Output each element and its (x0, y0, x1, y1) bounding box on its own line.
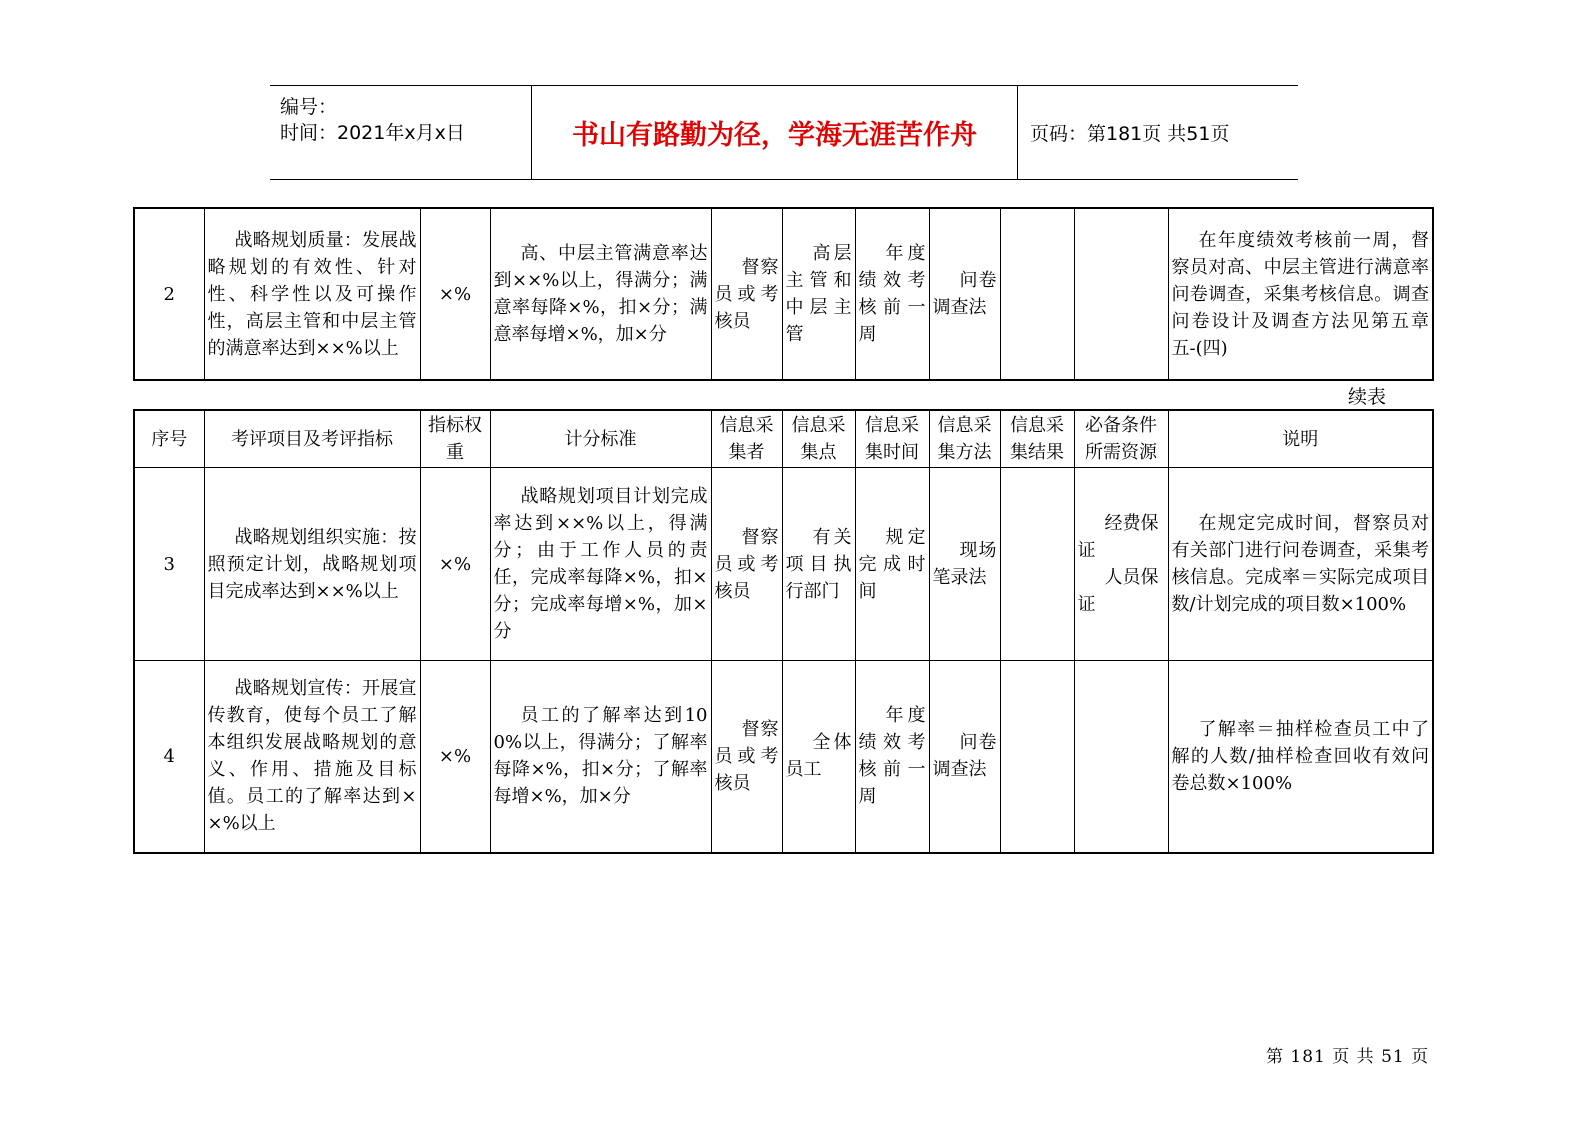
point-cell: 高层主管和中层主管 (782, 208, 855, 380)
header-motto-cell (532, 86, 1018, 179)
note-cell: 在年度绩效考核前一周，督察员对高、中层主管进行满意率问卷调查，采集考核信息。调查问卷设计及调查方法见第五章五-(四) (1168, 208, 1433, 380)
header-cell: 指标权重 (420, 410, 490, 468)
document-number-label: 编号： (280, 96, 338, 118)
seq-cell: 4 (134, 661, 204, 853)
result-cell (1000, 468, 1074, 661)
header-cell: 必备条件所需资源 (1074, 410, 1168, 468)
collector-cell: 督察员或考核员 (711, 208, 782, 380)
note-cell: 了解率＝抽样检查员工中了解的人数/抽样检查回收有效问卷总数×100% (1168, 661, 1433, 853)
page-footer: 第 181 页 共 51 页 (1266, 1047, 1430, 1067)
method-cell: 现场笔录法 (929, 468, 1000, 661)
weight-cell: ×% (420, 208, 490, 380)
item-cell: 战略规划宣传：开展宣传教育，使每个员工了解本组织发展战略规划的意义、作用、措施及目标值。员工的了解率达到××%以上 (204, 661, 420, 853)
point-cell: 全体员工 (782, 661, 855, 853)
resources-cell (1074, 661, 1168, 853)
point-cell: 有关项目执行部门 (782, 468, 855, 661)
seq-cell: 2 (134, 208, 204, 380)
header-meta-cell (270, 86, 532, 179)
weight-cell: ×% (420, 661, 490, 853)
resources-cell (1074, 208, 1168, 380)
document-date: 时间：2021年x月x日 (280, 122, 465, 144)
table-header-row (134, 410, 1433, 468)
table-row (134, 468, 1433, 661)
header-cell: 考评项目及考评指标 (204, 410, 420, 468)
standard-cell: 战略规划项目计划完成率达到××%以上，得满分；由于工作人员的责任，完成率每降×%，扣×分；完成率每增×%，加×分 (490, 468, 711, 661)
standard-cell: 员工的了解率达到100%以上，得满分；了解率每降×%，扣×分；了解率每增×%，加×分 (490, 661, 711, 853)
item-cell: 战略规划质量：发展战略规划的有效性、针对性、科学性以及可操作性，高层主管和中层主管的满意率达到××%以上 (204, 208, 420, 380)
motto-text: 书山有路勤为径，学海无涯苦作舟 (572, 120, 977, 151)
header-cell: 计分标准 (490, 410, 711, 468)
collector-cell: 督察员或考核员 (711, 468, 782, 661)
page-code: 页码：第181页 共51页 (1030, 123, 1230, 145)
time-cell: 规定完成时间 (855, 468, 929, 661)
continued-label: 续表 (1348, 386, 1387, 408)
header-page-cell (1018, 86, 1298, 179)
method-cell: 问卷调查法 (929, 661, 1000, 853)
page-header (270, 85, 1298, 180)
assessment-table-part2 (133, 409, 1434, 854)
time-cell: 年度绩效考核前一周 (855, 661, 929, 853)
resource-personnel: 人员保证 (1077, 567, 1159, 615)
time-cell: 年度绩效考核前一周 (855, 208, 929, 380)
result-cell (1000, 661, 1074, 853)
seq-cell: 3 (134, 468, 204, 661)
result-cell (1000, 208, 1074, 380)
collector-cell: 督察员或考核员 (711, 661, 782, 853)
weight-cell: ×% (420, 468, 490, 661)
header-cell: 信息采集时间 (855, 410, 929, 468)
header-cell: 序号 (134, 410, 204, 468)
header-cell: 信息采集者 (711, 410, 782, 468)
note-cell: 在规定完成时间，督察员对有关部门进行问卷调查，采集考核信息。完成率＝实际完成项目数/计划完成的项目数×100% (1168, 468, 1433, 661)
item-cell: 战略规划组织实施：按照预定计划，战略规划项目完成率达到××%以上 (204, 468, 420, 661)
header-cell: 说明 (1168, 410, 1433, 468)
resource-funding: 经费保证 (1077, 513, 1159, 561)
table-row (134, 661, 1433, 853)
assessment-table-part1 (133, 207, 1434, 381)
table-row (134, 208, 1433, 380)
method-cell: 问卷调查法 (929, 208, 1000, 380)
header-cell: 信息采集方法 (929, 410, 1000, 468)
header-cell: 信息采集点 (782, 410, 855, 468)
resources-cell (1074, 468, 1168, 661)
standard-cell: 高、中层主管满意率达到××%以上，得满分；满意率每降×%，扣×分；满意率每增×%，加×分 (490, 208, 711, 380)
header-cell: 信息采集结果 (1000, 410, 1074, 468)
